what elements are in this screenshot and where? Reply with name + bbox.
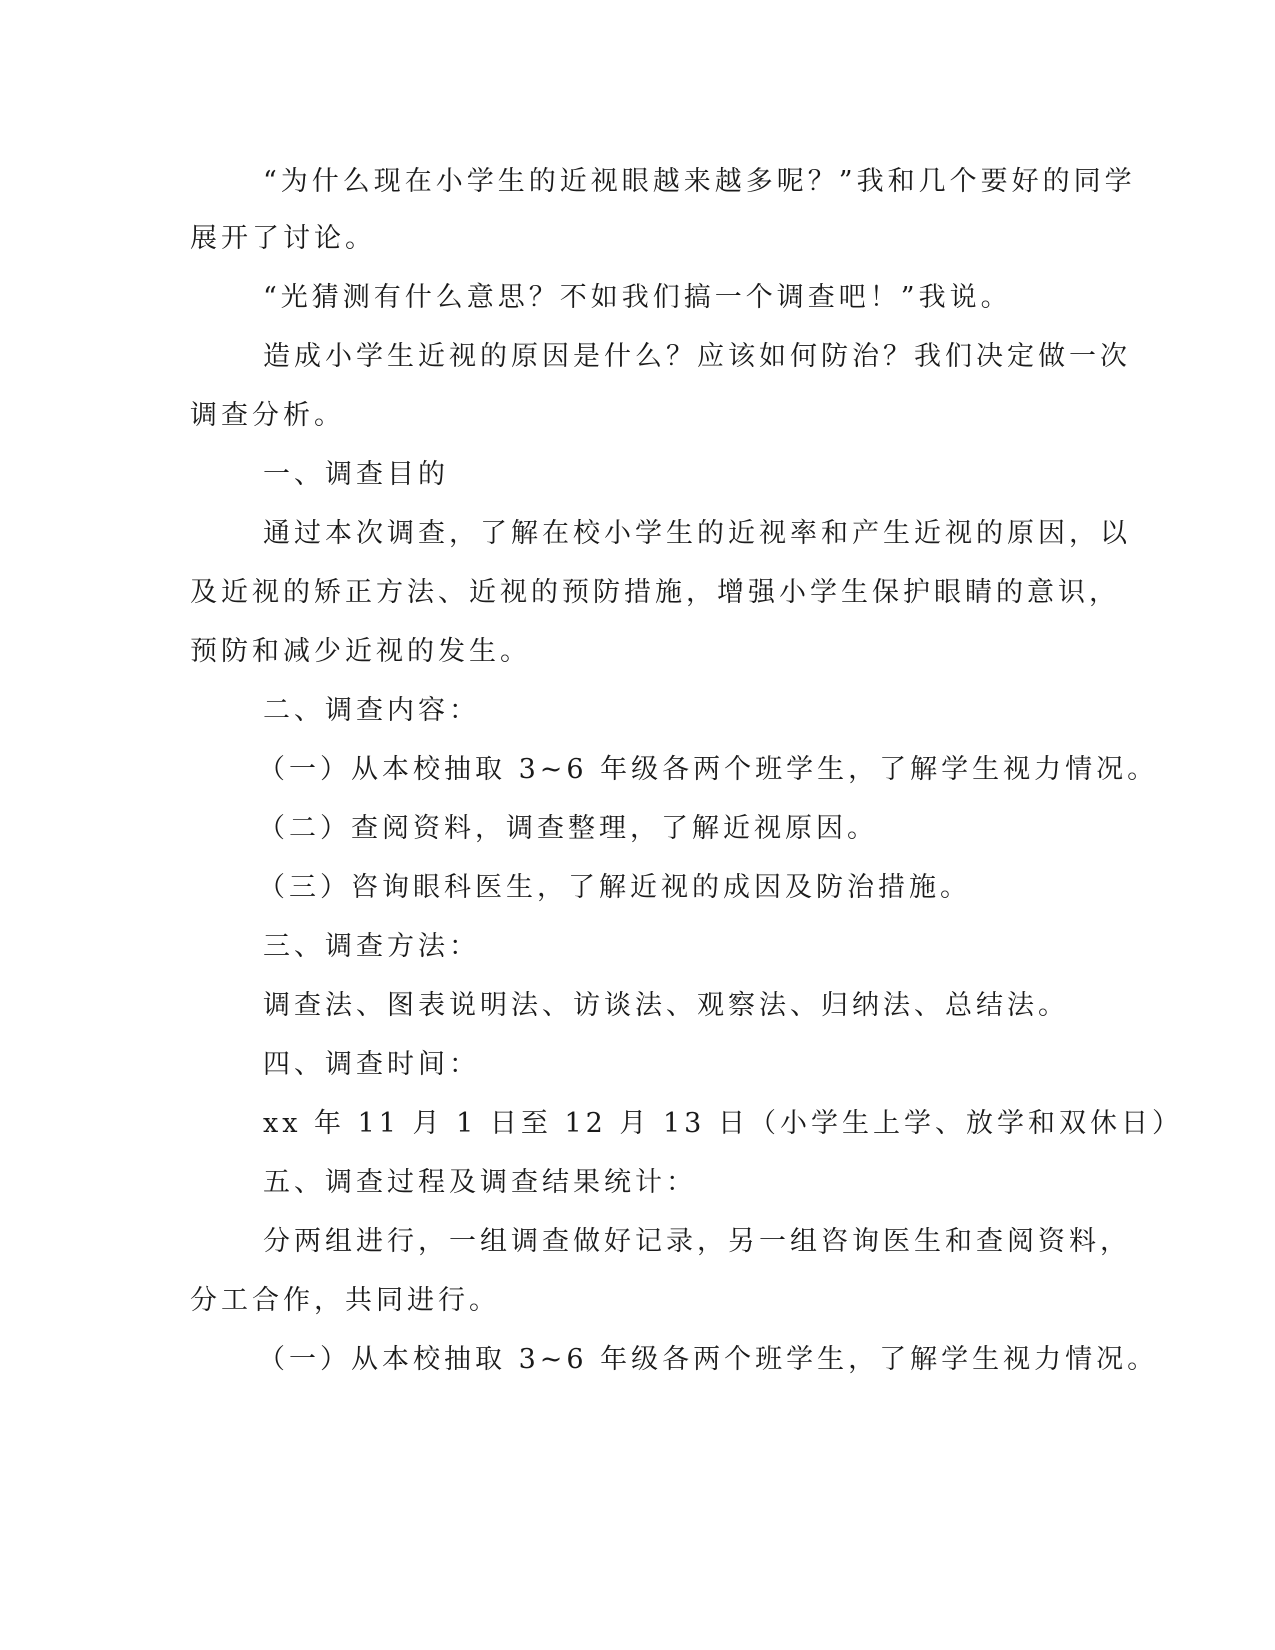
paragraph-question-line-2: 调查分析。 bbox=[190, 400, 345, 431]
process-item-1: （一）从本校抽取 3~6 年级各两个班学生，了解学生视力情况。 bbox=[258, 1344, 1159, 1375]
content-item-3: （三）咨询眼科医生，了解近视的成因及防治措施。 bbox=[258, 872, 971, 903]
paragraph-question-line-1: 造成小学生近视的原因是什么？应该如何防治？我们决定做一次 bbox=[263, 341, 1131, 372]
paragraph-quote: “光猜测有什么意思？不如我们搞一个调查吧！”我说。 bbox=[263, 282, 1012, 313]
paragraph-methods: 调查法、图表说明法、访谈法、观察法、归纳法、总结法。 bbox=[263, 990, 1069, 1021]
section-heading-time: 四、调查时间： bbox=[263, 1049, 480, 1080]
section-heading-method: 三、调查方法： bbox=[263, 931, 480, 962]
paragraph-intro-line-1: “为什么现在小学生的近视眼越来越多呢？”我和几个要好的同学 bbox=[263, 166, 1136, 197]
paragraph-purpose-line-3: 预防和减少近视的发生。 bbox=[190, 636, 531, 667]
paragraph-purpose-line-2: 及近视的矫正方法、近视的预防措施，增强小学生保护眼睛的意识， bbox=[190, 577, 1120, 608]
paragraph-process-line-2: 分工合作，共同进行。 bbox=[190, 1285, 500, 1316]
paragraph-process-line-1: 分两组进行，一组调查做好记录，另一组咨询医生和查阅资料， bbox=[263, 1226, 1131, 1257]
section-heading-content: 二、调查内容： bbox=[263, 695, 480, 726]
content-item-2: （二）查阅资料，调查整理，了解近视原因。 bbox=[258, 813, 878, 844]
section-heading-purpose: 一、调查目的 bbox=[263, 459, 449, 490]
paragraph-intro-line-2: 展开了讨论。 bbox=[190, 223, 376, 254]
section-heading-process: 五、调查过程及调查结果统计： bbox=[263, 1167, 697, 1198]
content-item-1: （一）从本校抽取 3~6 年级各两个班学生，了解学生视力情况。 bbox=[258, 754, 1159, 785]
paragraph-time: xx 年 11 月 1 日至 12 月 13 日（小学生上学、放学和双休日） bbox=[263, 1108, 1183, 1139]
paragraph-purpose-line-1: 通过本次调查，了解在校小学生的近视率和产生近视的原因，以 bbox=[263, 518, 1131, 549]
